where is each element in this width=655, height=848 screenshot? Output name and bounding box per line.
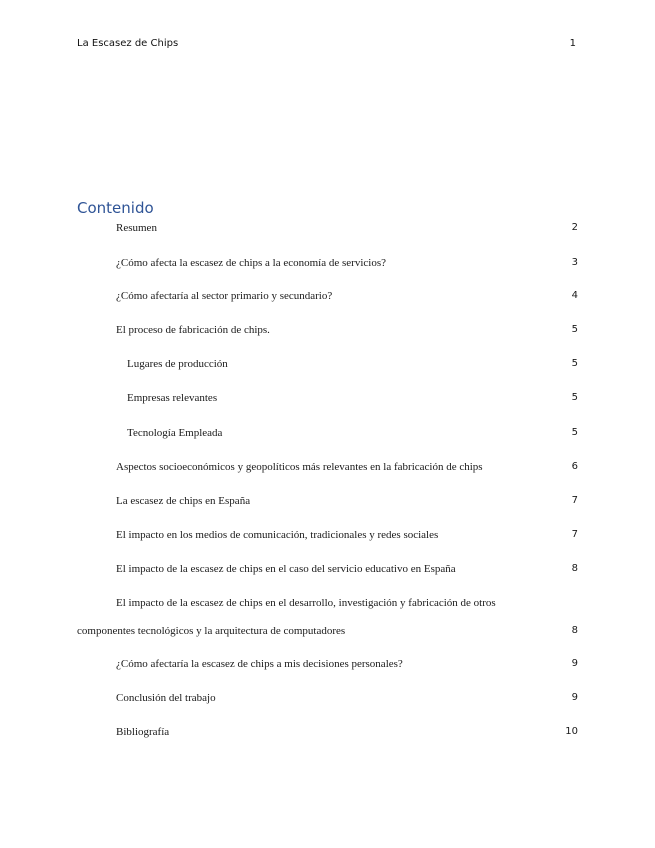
toc-entry-text: El impacto en los medios de comunicación, tradicionales y redes sociales [116,529,439,541]
toc-entry-text: Bibliografía [116,726,170,738]
toc-entry-text: Empresas relevantes [127,392,218,404]
toc-entry-text: La escasez de chips en España [116,495,251,507]
toc-entry-page: 6 [571,461,578,472]
toc-entry-page: 7 [571,495,578,506]
toc-heading: Contenido [77,199,154,217]
toc-entry-text: Conclusión del trabajo [116,692,216,704]
toc-entry-page: 7 [571,529,578,540]
toc-entry-desarrollo-investigacion[interactable] [0,595,655,611]
toc-entry-text: ¿Cómo afectaría la escasez de chips a mis decisiones personales? [116,658,403,670]
toc-entry-text: Tecnología Empleada [127,427,223,439]
toc-entry-text-line1: El impacto de la escasez de chips en el desarrollo, investigación y fabricación de otros [116,597,496,609]
toc-entry-page: 8 [571,563,578,574]
running-header-title: La Escasez de Chips [77,38,179,49]
toc-entry-page: 5 [571,427,578,438]
toc-entry-text: Lugares de producción [127,358,228,370]
toc-entry-page: 2 [571,222,578,233]
toc-entry-page: 9 [571,692,578,703]
toc-entry-text: El impacto de la escasez de chips en el caso del servicio educativo en España [116,563,456,575]
toc-entry-servicio-educativo[interactable] [0,561,655,577]
toc-entry-page: 3 [571,257,578,268]
toc-entry-page: 8 [571,625,578,636]
toc-entry-aspectos-socioeconomicos[interactable] [0,459,655,475]
toc-entry-escasez-espana[interactable] [0,493,655,509]
page-number: 1 [569,38,576,49]
toc-entry-page: 10 [565,726,578,737]
toc-entry-empresas-relevantes[interactable] [0,390,655,406]
toc-entry-page: 5 [571,358,578,369]
toc-entry-page: 4 [571,290,578,301]
toc-entry-text: ¿Cómo afectaría al sector primario y secundario? [116,290,333,302]
toc-entry-text-line2: componentes tecnológicos y la arquitectura de computadores [77,625,346,637]
toc-entry-text: Aspectos socioeconómicos y geopolíticos más relevantes en la fabricación de chips [116,461,483,473]
toc-entry-bibliografia[interactable] [0,724,655,740]
toc-entry-desarrollo-investigacion-continued[interactable] [0,623,655,639]
toc-entry-page: 5 [571,392,578,403]
toc-entry-conclusion[interactable] [0,690,655,706]
toc-entry-medios-comunicacion[interactable] [0,527,655,543]
toc-entry-page: 5 [571,324,578,335]
toc-entry-text: El proceso de fabricación de chips. [116,324,270,336]
toc-entry-economia-servicios[interactable] [0,255,655,271]
toc-entry-sector-primario[interactable] [0,288,655,304]
toc-entry-lugares-produccion[interactable] [0,356,655,372]
toc-entry-proceso-fabricacion[interactable] [0,322,655,338]
toc-entry-text: ¿Cómo afecta la escasez de chips a la economía de servicios? [116,257,386,269]
toc-entry-resumen[interactable] [0,220,655,236]
toc-entry-tecnologia-empleada[interactable] [0,425,655,441]
toc-entry-page: 9 [571,658,578,669]
toc-entry-text: Resumen [116,222,157,234]
toc-entry-decisiones-personales[interactable] [0,656,655,672]
